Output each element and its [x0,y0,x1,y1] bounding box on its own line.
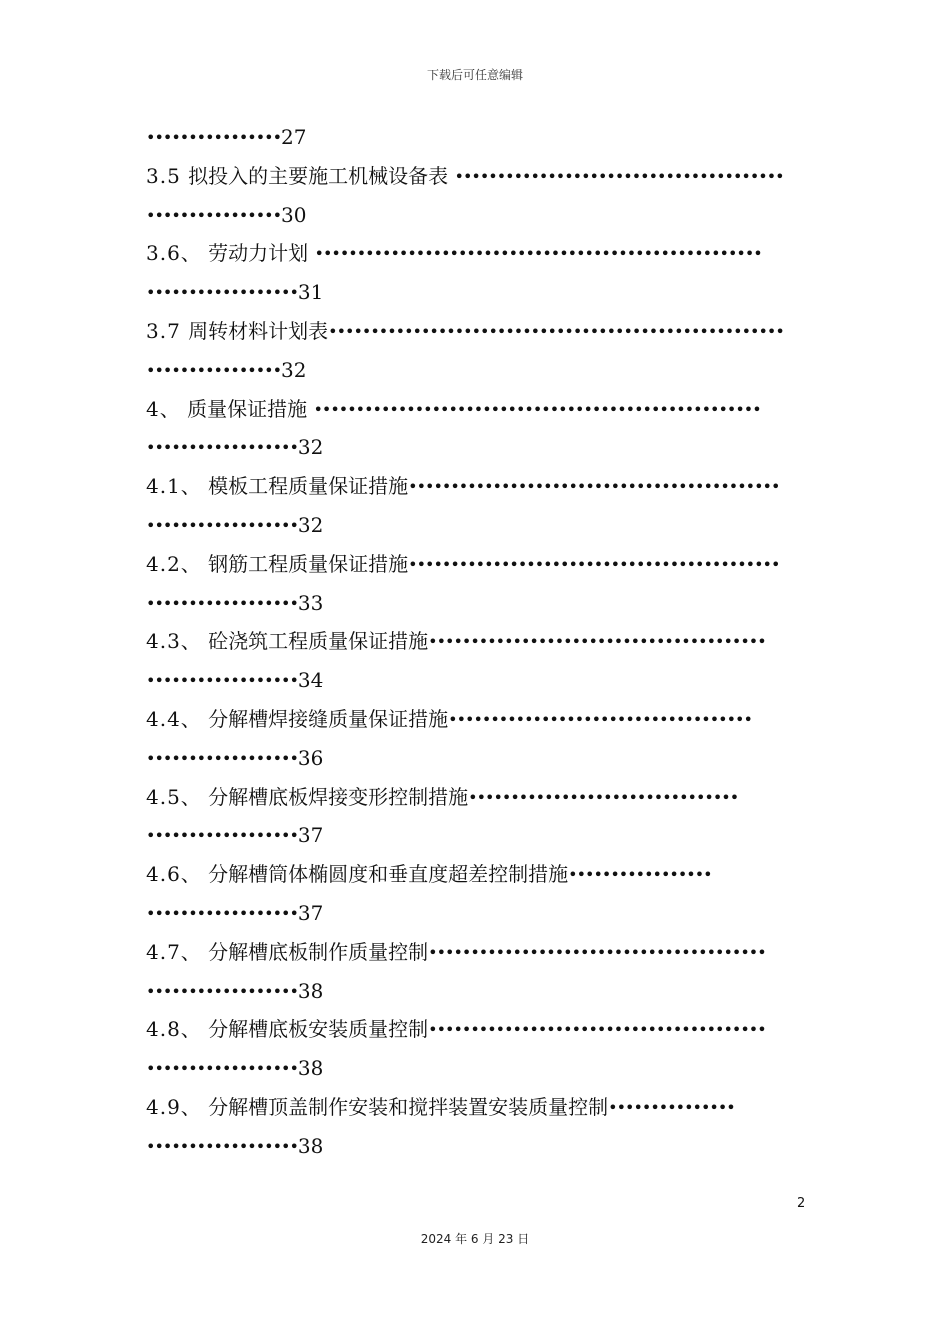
toc-title: 砼浇筑工程质量保证措施 [201,629,429,654]
toc-page: 27 [281,125,307,149]
toc-dots: •••••••••••••••••••••••••••••••••••••••• [428,942,766,962]
toc-page: 33 [297,590,324,615]
toc-title: 周转材料计划表 [188,318,329,343]
toc-dots: •••••••••••••••••••••••••••••••••••••••• [428,632,766,652]
toc-page: 36 [297,745,324,770]
toc-line[interactable] [146,661,806,700]
toc-dots: •••••••••••••••••••••••••••••••••••••••••••••••••••••• [328,321,784,341]
toc-num: 4、 [146,396,181,421]
toc-title: 拟投入的主要施工机械设备表 [188,163,455,188]
toc-line[interactable] [146,622,806,661]
toc-page: 32 [297,435,324,460]
toc-line[interactable] [146,739,806,778]
toc-title: 钢筋工程质量保证措施 [201,551,409,576]
toc-dots: •••••••••••••••••••••••••••••••• [468,787,739,807]
toc-line[interactable] [146,972,806,1011]
table-of-contents [146,118,806,1166]
toc-line[interactable] [146,390,806,429]
toc-dots: •••••••••••••••••• [146,1059,298,1079]
toc-dots: •••••••••••••••••••••••••••••••••••••••••••• [408,477,780,497]
toc-title: 质量保证措施 [180,396,314,421]
page-header: 下载后可任意编辑 [426,68,523,82]
toc-num: 3.7 [146,318,189,343]
toc-dots: •••••••••••••••••• [146,671,298,691]
toc-dots: •••••••••••••••••• [146,515,298,535]
toc-line[interactable] [146,894,806,933]
toc-dots: •••••••••••••••••• [146,981,298,1001]
toc-dots: ••••••••••••••••••••••••••••••••••••••• [454,166,784,186]
toc-dots: ••••••••••••••••••••••••••••••••••••••••••••••••••••• [314,244,762,264]
toc-num: 4.7、 [146,939,202,964]
toc-page: 38 [297,1056,324,1081]
toc-page: 38 [297,978,324,1003]
toc-line[interactable] [146,855,806,894]
toc-page: 37 [297,900,324,925]
toc-line[interactable] [146,351,806,390]
toc-num: 4.2、 [146,551,202,576]
toc-line[interactable] [146,1088,806,1127]
toc-line[interactable] [146,545,806,584]
toc-page: 32 [297,512,324,537]
toc-dots: ••••••••••••••••••••••••••••••••••••••••••••••••••••• [313,399,761,419]
toc-title: 劳动力计划 [201,241,315,266]
toc-dots: •••••••••••••••••••••••••••••••••••• [448,709,752,729]
toc-line[interactable] [146,1127,806,1166]
toc-page: 31 [297,280,324,305]
toc-dots: •••••••••••••••••••••••••••••••••••••••• [428,1020,766,1040]
toc-line[interactable] [146,196,806,235]
toc-num: 4.4、 [146,706,202,731]
toc-line[interactable] [146,1010,806,1049]
toc-title: 分解槽筒体椭圆度和垂直度超差控制措施 [201,862,569,887]
toc-num: 3.5 [146,163,189,188]
toc-dots: •••••••••••••••••• [146,283,298,303]
toc-page: 34 [297,668,324,693]
toc-dots: •••••••••••••••••••••••••••••••••••••••••••• [408,554,780,574]
toc-num: 4.5、 [146,784,202,809]
toc-line[interactable] [146,816,806,855]
toc-line[interactable] [146,506,806,545]
toc-dots: •••••••••••••••••• [146,438,298,458]
toc-line[interactable] [146,157,806,196]
toc-line[interactable] [146,584,806,623]
toc-line[interactable] [146,312,806,351]
toc-title: 分解槽底板焊接变形控制措施 [201,784,469,809]
page-number: 2 [797,1196,806,1211]
toc-page: 38 [297,1133,324,1158]
toc-num: 4.6、 [146,862,202,887]
toc-dots: •••••••••••••••••• [146,826,298,846]
toc-page: 37 [297,823,324,848]
toc-title: 分解槽顶盖制作安装和搅拌装置安装质量控制 [201,1094,609,1119]
toc-line[interactable] [146,428,806,467]
toc-title: 模板工程质量保证措施 [201,474,409,499]
toc-dots: •••••••••••••••• [146,128,281,147]
toc-num: 4.9、 [146,1094,202,1119]
toc-dots: •••••••••••••••••• [146,903,298,923]
toc-line[interactable] [146,933,806,972]
toc-num: 3.6、 [146,241,202,266]
toc-line[interactable] [146,1049,806,1088]
toc-line[interactable] [146,467,806,506]
toc-dots: •••••••••••••••••• [146,1136,298,1156]
toc-dots: •••••••••••••••• [146,360,281,380]
toc-page: 32 [281,357,307,382]
toc-line[interactable] [146,234,806,273]
toc-dots: •••••••••••••••••• [146,748,298,768]
toc-line[interactable] [146,273,806,312]
toc-line[interactable] [146,700,806,739]
toc-title: 分解槽底板安装质量控制 [201,1017,429,1042]
toc-num: 4.8、 [146,1017,202,1042]
toc-page: 30 [281,202,307,227]
toc-dots: •••••••••••••••••• [146,593,298,613]
toc-line[interactable] [146,118,806,157]
toc-num: 4.3、 [146,629,202,654]
toc-title: 分解槽底板制作质量控制 [201,939,429,964]
toc-dots: ••••••••••••••••• [568,865,712,885]
toc-title: 分解槽焊接缝质量保证措施 [201,706,449,731]
page-footer-date: 2024 年 6 月 23 日 [420,1232,530,1246]
toc-line[interactable] [146,778,806,817]
toc-dots: ••••••••••••••• [608,1097,735,1117]
toc-dots: •••••••••••••••• [146,205,281,225]
toc-num: 4.1、 [146,474,202,499]
